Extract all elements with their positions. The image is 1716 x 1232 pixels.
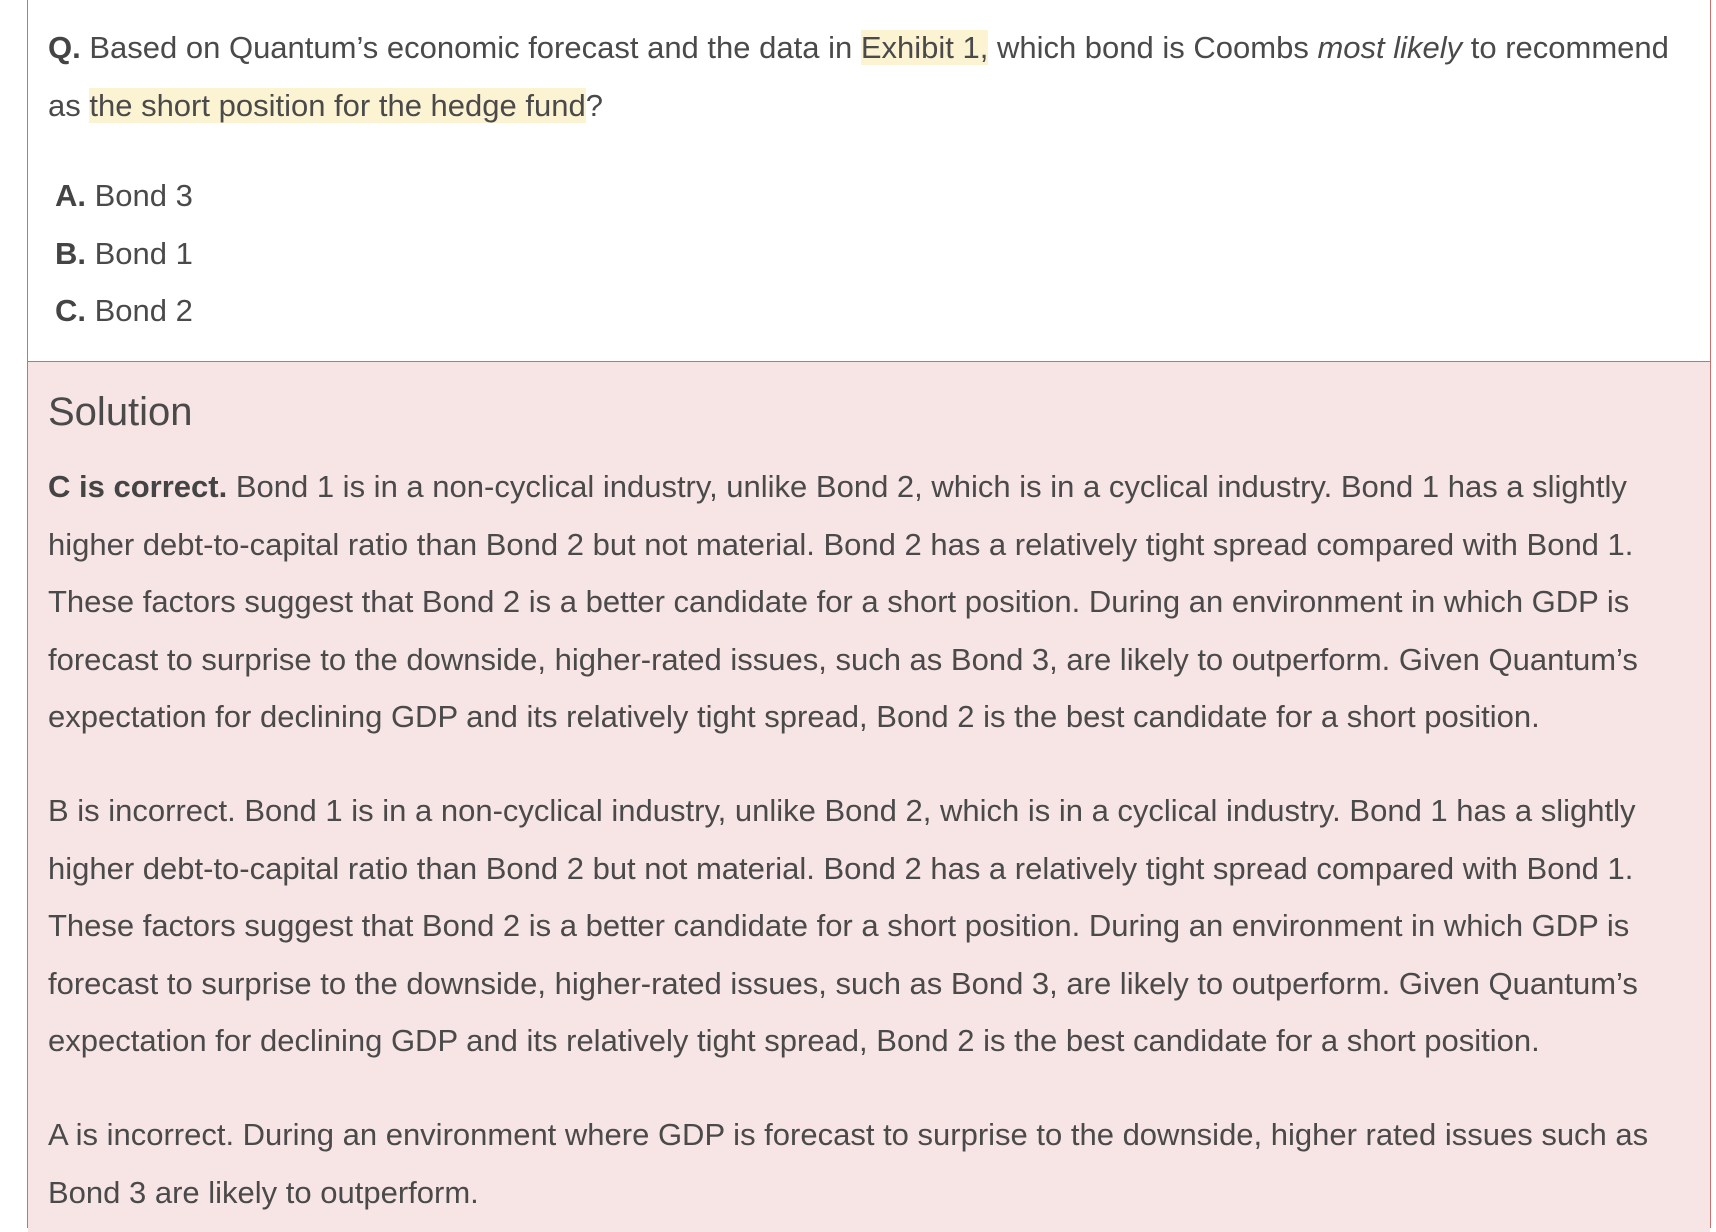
question-part-1: Based on Quantum’s economic forecast and the data in [80, 30, 861, 65]
question-text [48, 19, 1688, 134]
correct-explanation: Bond 1 is in a non-cyclical industry, unlike Bond 2, which is in a cyclical industry. Bond 1 has a slightly higher debt-to-capital ratio than Bond 2 but not material. Bond 2 has a relatively tight spread compared with Bond 1. These factors suggest that Bond 2 is a better candidate for a short position. During an environment in which GDP is forecast to surprise to the downside, higher-rated issues, such as Bond 3, are likely to outperform. Given Quantum’s expectation for declining GDP and its relatively tight spread, Bond 2 is the best candidate for a short position. [48, 469, 1638, 734]
question-prefix: Q. [48, 30, 81, 65]
solution-a-paragraph: A is incorrect. During an environment where GDP is forecast to surprise to the downside, higher rated issues such as Bond 3 are likely to outperform. [48, 1117, 1649, 1210]
option-text: Bond 3 [86, 178, 193, 213]
option-a[interactable] [55, 167, 193, 225]
option-text: Bond 2 [86, 293, 193, 328]
question-part-3: to recommend as [48, 30, 1669, 123]
option-c[interactable] [55, 282, 193, 340]
answer-options [55, 167, 193, 340]
question-part-2: which bond is Coombs [988, 30, 1318, 65]
solution-b-paragraph: B is incorrect. Bond 1 is in a non-cyclical industry, unlike Bond 2, which is in a cyclical industry. Bond 1 has a slightly higher debt-to-capital ratio than Bond 2 but not material. Bond 2 has a relatively tight spread compared with Bond 1. These factors suggest that Bond 2 is a better candidate for a short position. During an environment in which GDP is forecast to surprise to the downside, higher-rated issues, such as Bond 3, are likely to outperform. Given Quantum’s expectation for declining GDP and its relatively tight spread, Bond 2 is the best candidate for a short position. [48, 793, 1638, 1058]
solution-correct-paragraph [48, 458, 1708, 746]
option-letter: A. [55, 178, 86, 213]
question-part-4: ? [585, 87, 603, 123]
option-text: Bond 1 [86, 235, 193, 271]
option-b[interactable] [55, 225, 193, 283]
question-section [28, 0, 1710, 362]
solution-title: Solution [48, 390, 193, 434]
correct-label: C is correct. [48, 469, 228, 504]
question-card [27, 0, 1711, 1228]
solution-section [28, 362, 1710, 1232]
highlight-short-position: the short position for the hedge fund [89, 87, 586, 123]
question-emphasis: most likely [1317, 30, 1463, 65]
option-letter: C. [55, 293, 86, 328]
highlight-exhibit: Exhibit 1, [860, 30, 989, 65]
option-letter: B. [55, 235, 86, 271]
